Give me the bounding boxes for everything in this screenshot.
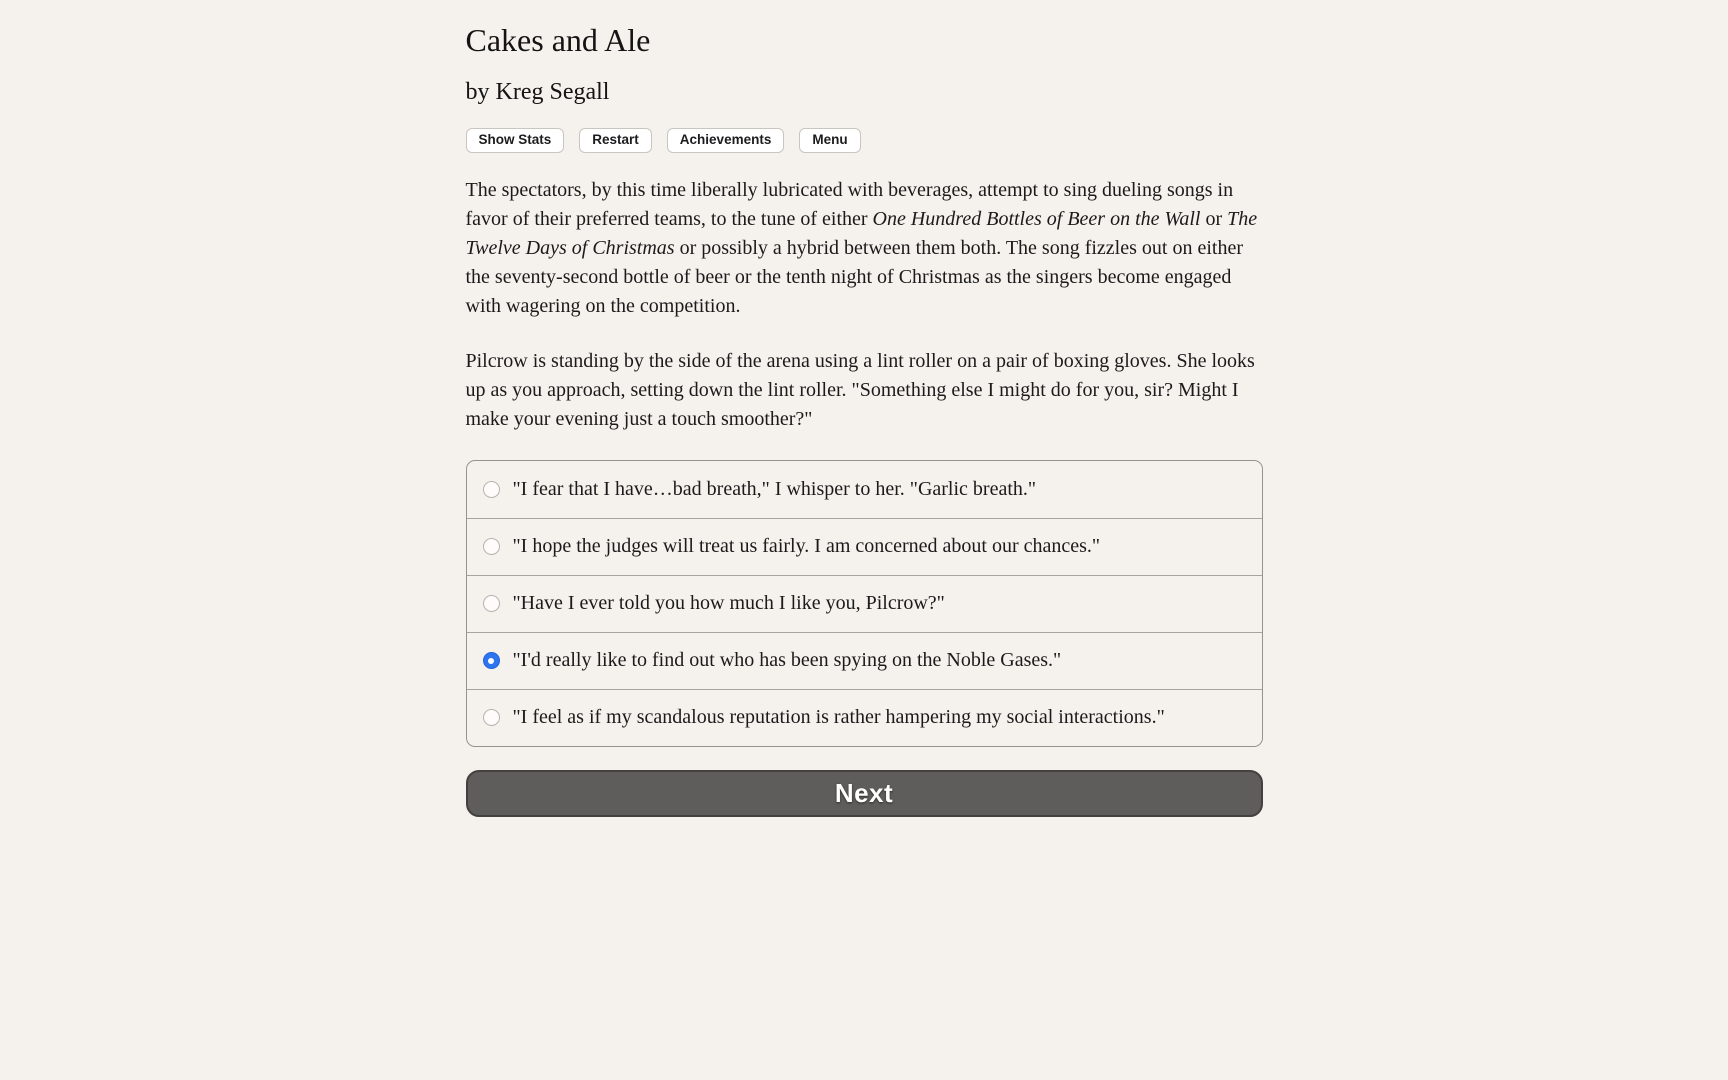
story-paragraph-2: Pilcrow is standing by the side of the arena using a lint roller on a pair of boxing gloves. She looks up as you approach, setting down the lint roller. "Something else I might do for you, sir? Might I make your evening just a touch smoother?" [465, 349, 1255, 430]
achievements-button[interactable]: Achievements [667, 128, 785, 153]
choice-option-label: "I'd really like to find out who has been spying on the Noble Gases." [512, 649, 1062, 672]
choice-option-5[interactable] [467, 689, 1262, 746]
choice-option-1[interactable] [467, 461, 1262, 518]
choice-option-label: "I fear that I have…bad breath," I whisper to her. "Garlic breath." [512, 477, 1037, 500]
next-button[interactable] [466, 770, 1263, 817]
restart-button[interactable]: Restart [579, 128, 652, 153]
menu-button[interactable]: Menu [799, 128, 860, 153]
choice-option-3[interactable] [467, 575, 1262, 632]
toolbar [466, 128, 1263, 153]
show-stats-button[interactable]: Show Stats [466, 128, 565, 153]
radio-icon[interactable] [483, 595, 500, 612]
choice-option-label: "Have I ever told you how much I like you, Pilcrow?" [512, 592, 945, 615]
choice-option-2[interactable] [467, 518, 1262, 575]
radio-icon[interactable] [483, 481, 500, 498]
author-byline: by Kreg Segall [465, 78, 610, 105]
story-paragraph-1: The spectators, by this time liberally lubricated with beverages, attempt to sing dueling songs in favor of their preferred teams, to the tune of either One Hundred Bottles of Beer on the Wall or The Twelve Days of Christmas or possibly a hybrid between them both. The song fizzles out on either the seventy-second bottle of beer or the tenth night of Christmas as the singers become engaged with wagering on the competition. [465, 178, 1258, 317]
game-page [466, 0, 1263, 817]
radio-icon[interactable] [483, 652, 500, 669]
story-text [466, 176, 1263, 434]
next-button-label: Next [834, 777, 894, 808]
radio-icon[interactable] [483, 709, 500, 726]
choice-options-group [466, 460, 1263, 747]
choice-option-4[interactable] [467, 632, 1262, 689]
choice-option-label: "I hope the judges will treat us fairly. I am concerned about our chances." [512, 535, 1101, 558]
page-title: Cakes and Ale [465, 22, 651, 58]
choice-option-label: "I feel as if my scandalous reputation is rather hampering my social interactions." [512, 706, 1165, 729]
radio-icon[interactable] [483, 538, 500, 555]
